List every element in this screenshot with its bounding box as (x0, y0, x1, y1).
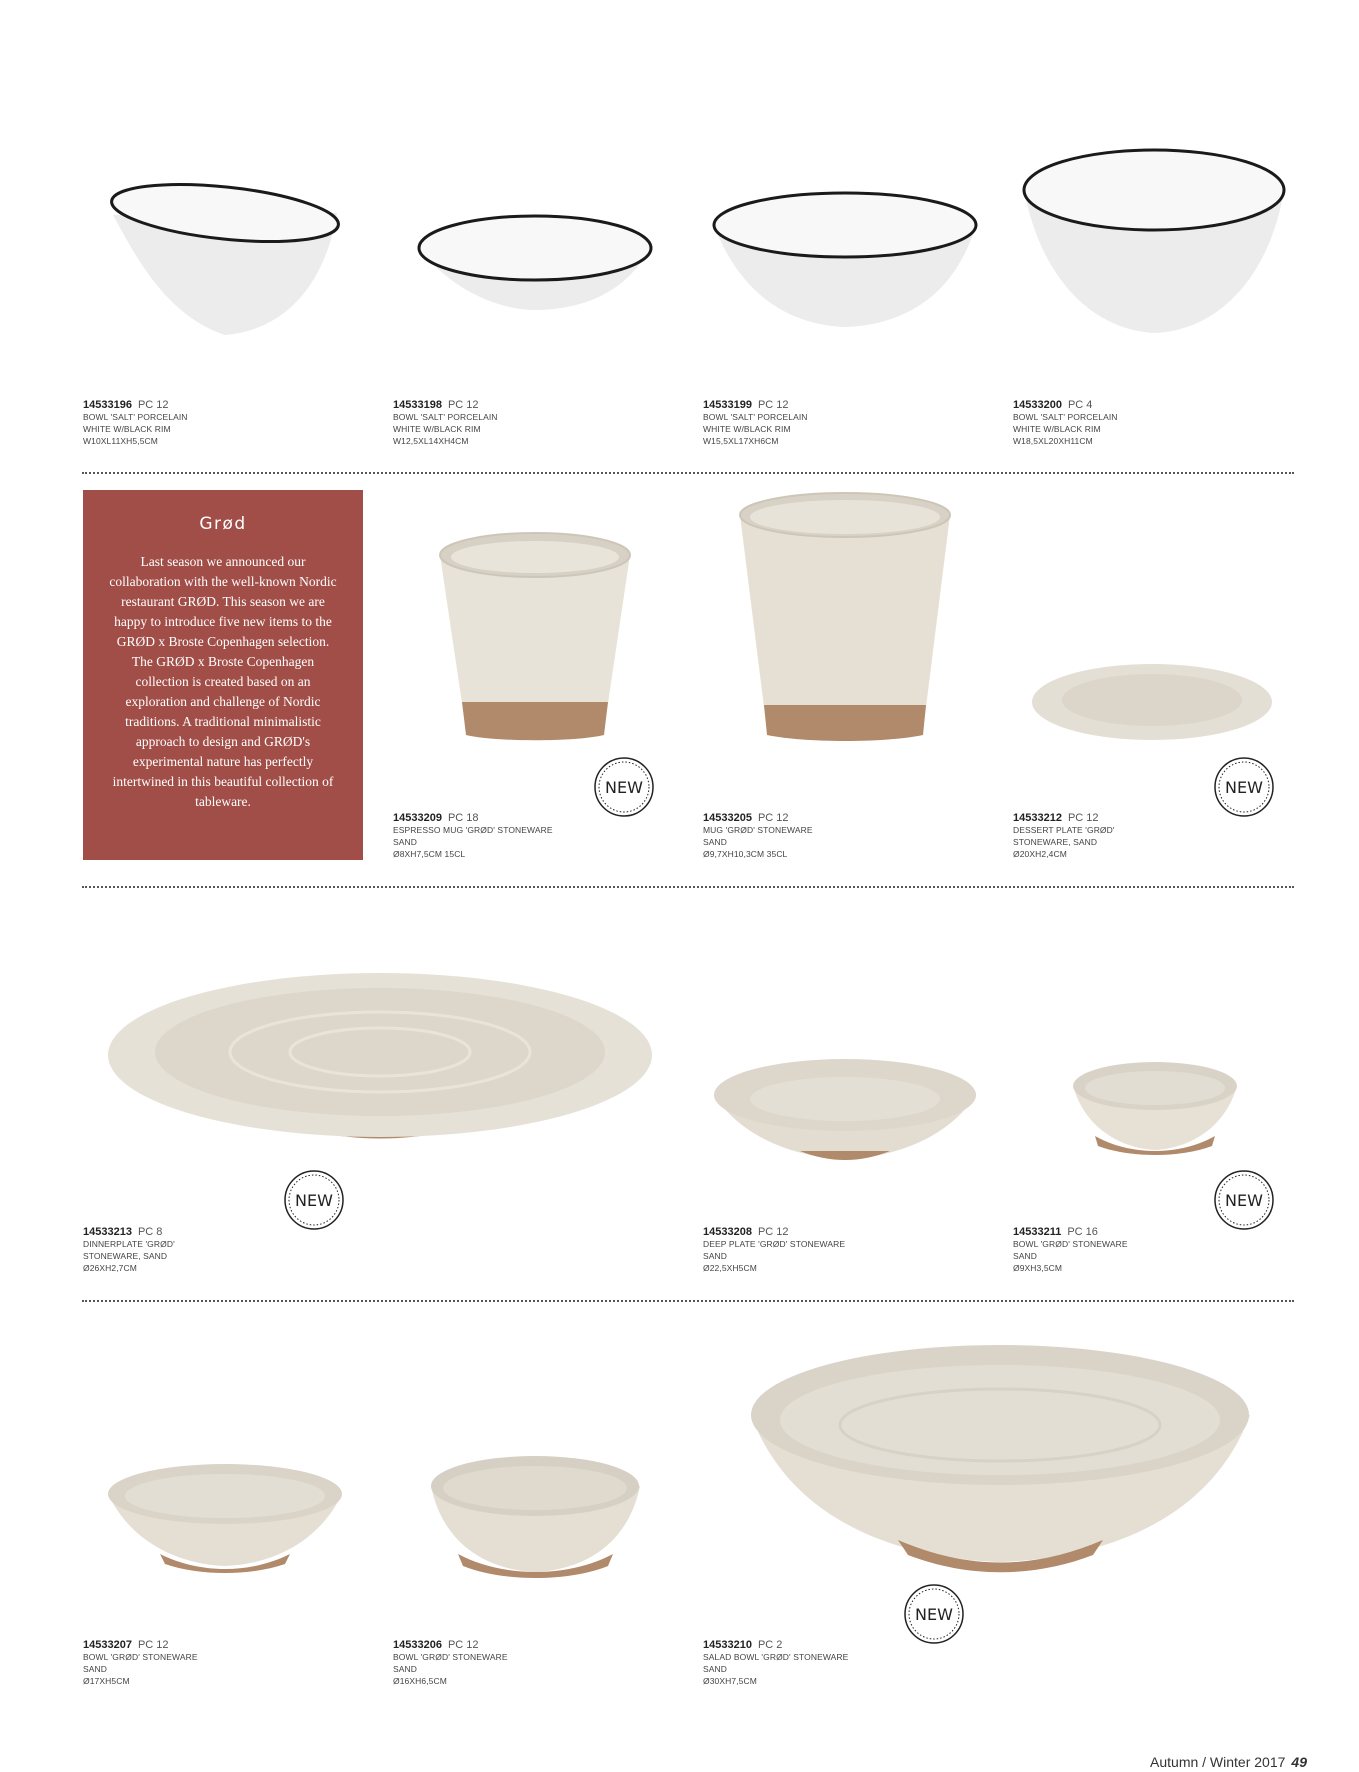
product-finish: SAND (1013, 1251, 1038, 1261)
dinner-plate-image (105, 970, 655, 1155)
product-finish: SAND (393, 1664, 418, 1674)
product-pack-count: PC 12 (447, 399, 479, 411)
product-finish: WHITE W/BLACK RIM (83, 424, 171, 434)
product-code: 14533196 (83, 399, 132, 411)
dotted-divider (82, 472, 1294, 474)
product-dimensions: Ø20XH2,4CM (1013, 849, 1067, 859)
product-dimensions: Ø26XH2,7CM (83, 1263, 137, 1273)
product-dimensions: Ø22,5XH5CM (703, 1263, 757, 1273)
product-pack-count: PC 2 (757, 1639, 783, 1651)
product-dimensions: Ø16XH6,5CM (393, 1676, 447, 1686)
product-description: ESPRESSO MUG 'GRØD' STONEWARE (393, 825, 553, 835)
new-badge-espresso-mug (593, 756, 655, 818)
product-finish: SAND (703, 1251, 728, 1261)
product-dimensions: Ø17XH5CM (83, 1676, 130, 1686)
product-finish: WHITE W/BLACK RIM (703, 424, 791, 434)
product-description: MUG 'GRØD' STONEWARE (703, 825, 813, 835)
product-code: 14533200 (1013, 399, 1062, 411)
product-pack-count: PC 8 (137, 1226, 163, 1238)
product-code: 14533212 (1013, 812, 1062, 824)
product-finish: SAND (393, 837, 418, 847)
product-info-14533196 (83, 398, 333, 447)
page-footer (1150, 1754, 1307, 1770)
product-code: 14533210 (703, 1639, 752, 1651)
product-description: DESSERT PLATE 'GRØD' (1013, 825, 1115, 835)
product-description: DEEP PLATE 'GRØD' STONEWARE (703, 1239, 846, 1249)
product-dimensions: Ø9XH3,5CM (1013, 1263, 1063, 1273)
product-info-14533212 (1013, 811, 1263, 860)
product-pack-count: PC 12 (757, 399, 789, 411)
product-description: BOWL 'GRØD' STONEWARE (1013, 1239, 1128, 1249)
product-info-14533206 (393, 1638, 643, 1687)
product-pack-count: PC 12 (447, 1639, 479, 1651)
product-pack-count: PC 18 (447, 812, 479, 824)
product-pack-count: PC 12 (137, 399, 169, 411)
product-code: 14533207 (83, 1639, 132, 1651)
product-info-14533207 (83, 1638, 333, 1687)
product-pack-count: PC 4 (1067, 399, 1093, 411)
product-pack-count: PC 12 (137, 1639, 169, 1651)
product-info-14533213 (83, 1225, 333, 1274)
bowl-salt-14533198-image (415, 210, 655, 320)
product-dimensions: Ø9,7XH10,3CM 35CL (703, 849, 788, 859)
bowl-salt-14533199-image (710, 185, 980, 335)
grod-description: Last season we announced our collaboration with the well-known Nordic restaurant GRØD. This season we are happy to introduce five new items to the GRØD x Broste Copenhagen selection. The GRØD x Broste Copenhagen collection is created based on an exploration and challenge of Nordic traditions. A traditional minimalistic approach to design and GRØD's experimental nature has perfectly intertwined in this beautiful collection of tableware. (109, 554, 337, 809)
page-number: 49 (1291, 1754, 1307, 1770)
grod-title: Grød (199, 514, 247, 534)
product-finish: STONEWARE, SAND (1013, 837, 1098, 847)
product-code: 14533205 (703, 812, 752, 824)
product-pack-count: PC 12 (757, 1226, 789, 1238)
bowl-small-image (1070, 1058, 1240, 1158)
dessert-plate-image (1030, 660, 1275, 750)
product-info-14533200 (1013, 398, 1263, 447)
bowl-17cm-image (105, 1460, 345, 1575)
dotted-divider (82, 886, 1294, 888)
grod-info-box (83, 490, 363, 860)
new-badge-salad-bowl (903, 1583, 965, 1645)
product-pack-count: PC 12 (1067, 812, 1099, 824)
product-description: BOWL 'SALT' PORCELAIN (1013, 412, 1118, 422)
new-badge-bowl-small (1213, 1169, 1275, 1231)
product-description: BOWL 'GRØD' STONEWARE (83, 1652, 198, 1662)
product-description: BOWL 'SALT' PORCELAIN (703, 412, 808, 422)
product-info-14533198 (393, 398, 643, 447)
product-code: 14533208 (703, 1226, 752, 1238)
product-info-14533211 (1013, 1225, 1263, 1274)
product-dimensions: Ø30XH7,5CM (703, 1676, 757, 1686)
product-dimensions: W18,5XL20XH11CM (1013, 436, 1093, 446)
product-finish: WHITE W/BLACK RIM (1013, 424, 1101, 434)
product-code: 14533209 (393, 812, 442, 824)
product-info-14533199 (703, 398, 953, 447)
product-info-14533205 (703, 811, 953, 860)
bowl-16cm-image (428, 1450, 643, 1580)
product-code: 14533198 (393, 399, 442, 411)
product-dimensions: Ø8XH7,5CM 15CL (393, 849, 466, 859)
product-dimensions: W15,5XL17XH6CM (703, 436, 779, 446)
product-pack-count: PC 12 (757, 812, 789, 824)
product-finish: SAND (703, 837, 728, 847)
product-description: DINNERPLATE 'GRØD' (83, 1239, 175, 1249)
bowl-salt-14533196-image (105, 175, 345, 345)
product-info-14533210 (703, 1638, 953, 1687)
new-badge-dinner-plate (283, 1169, 345, 1231)
product-finish: WHITE W/BLACK RIM (393, 424, 481, 434)
bowl-salt-14533200-image (1020, 145, 1290, 340)
new-badge-label: NEW (915, 1605, 953, 1624)
new-badge-dessert-plate (1213, 756, 1275, 818)
salad-bowl-image (748, 1340, 1253, 1575)
product-dimensions: W10XL11XH5,5CM (83, 436, 158, 446)
product-finish: STONEWARE, SAND (83, 1251, 168, 1261)
product-code: 14533211 (1013, 1226, 1062, 1238)
product-code: 14533206 (393, 1639, 442, 1651)
product-dimensions: W12,5XL14XH4CM (393, 436, 469, 446)
new-badge-label: NEW (605, 778, 643, 797)
new-badge-label: NEW (1225, 778, 1263, 797)
product-description: BOWL 'SALT' PORCELAIN (83, 412, 188, 422)
espresso-mug-image (435, 530, 635, 745)
product-info-14533208 (703, 1225, 953, 1274)
mug-image (735, 490, 955, 745)
product-code: 14533213 (83, 1226, 132, 1238)
new-badge-label: NEW (295, 1191, 333, 1210)
product-info-14533209 (393, 811, 643, 860)
footer-season: Autumn / Winter 2017 (1150, 1754, 1286, 1770)
product-description: SALAD BOWL 'GRØD' STONEWARE (703, 1652, 849, 1662)
product-finish: SAND (83, 1664, 108, 1674)
new-badge-label: NEW (1225, 1191, 1263, 1210)
dotted-divider (82, 1300, 1294, 1302)
product-code: 14533199 (703, 399, 752, 411)
product-finish: SAND (703, 1664, 728, 1674)
deep-plate-image (710, 1055, 980, 1163)
product-description: BOWL 'SALT' PORCELAIN (393, 412, 498, 422)
product-pack-count: PC 16 (1067, 1226, 1098, 1238)
product-description: BOWL 'GRØD' STONEWARE (393, 1652, 508, 1662)
